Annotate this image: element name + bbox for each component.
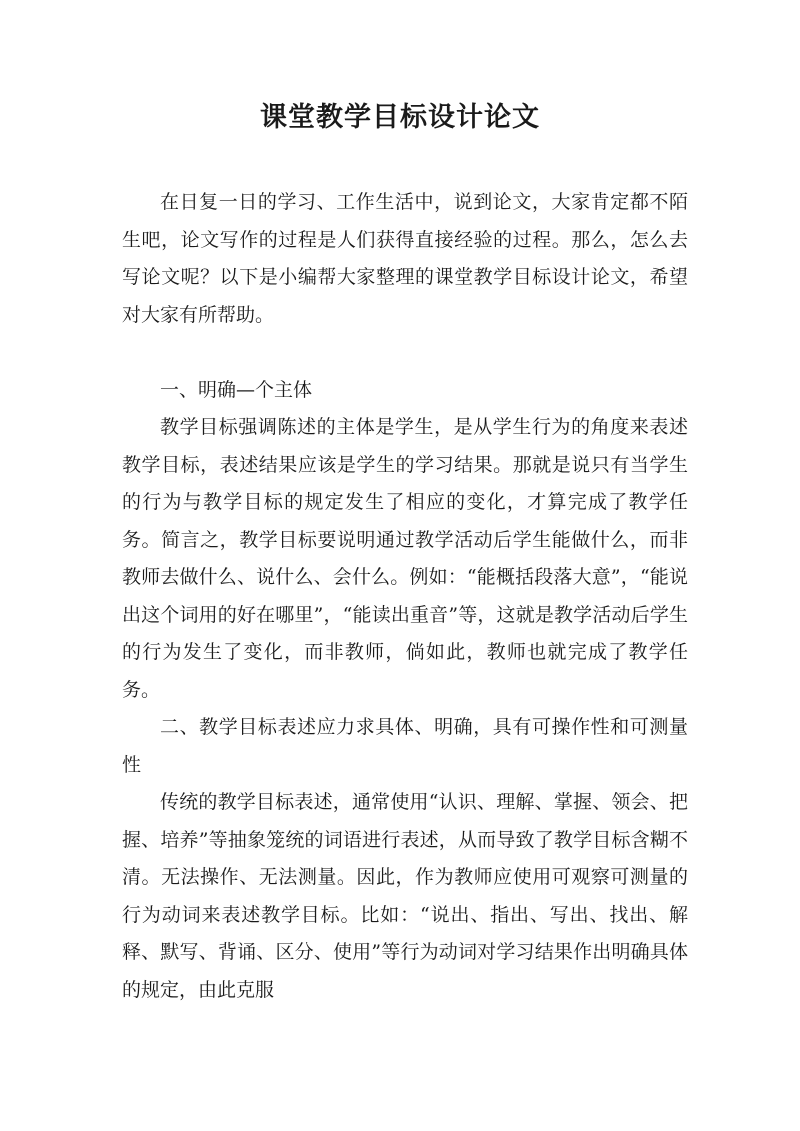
section-2-paragraph: 传统的教学目标表述，通常使用“认识、理解、掌握、领会、把握、培养”等抽象笼统的词语进行表述，从而导致了教学目标含糊不清。无法操作、无法测量。因此，作为教师应使用可观察可测量的行为动词来表述教学目标。比如：“说出、指出、写出、找出、解释、默写、背诵、区分、使用”等行为动词对学习结果作出明确具体的规定，由此克服 — [122, 791, 688, 1001]
section-heading-2: 二、教学目标表述应力求具体、明确，具有可操作性和可测量性 — [122, 716, 688, 776]
document-title: 课堂教学目标设计论文 — [260, 102, 540, 133]
document-body — [122, 184, 688, 1009]
intro-paragraph: 在日复一日的学习、工作生活中，说到论文，大家肯定都不陌生吧，论文写作的过程是人们获得直接经验的过程。那么，怎么去写论文呢？以下是小编帮大家整理的课堂教学目标设计论文，希望对大家有所帮助。 — [122, 191, 688, 326]
section-1-paragraph: 教学目标强调陈述的主体是学生，是从学生行为的角度来表述教学目标，表述结果应该是学生的学习结果。那就是说只有当学生的行为与教学目标的规定发生了相应的变化，才算完成了教学任务。简言之，教学目标要说明通过教学活动后学生能做什么，而非教师去做什么、说什么、会什么。例如：“能概括段落大意”，“能说出这个词用的好在哪里”，“能读出重音”等，这就是教学活动后学生的行为发生了变化，而非教师，倘如此，教师也就完成了教学任务。 — [122, 416, 688, 701]
section-heading-1: 一、明确—个主体 — [160, 378, 313, 401]
